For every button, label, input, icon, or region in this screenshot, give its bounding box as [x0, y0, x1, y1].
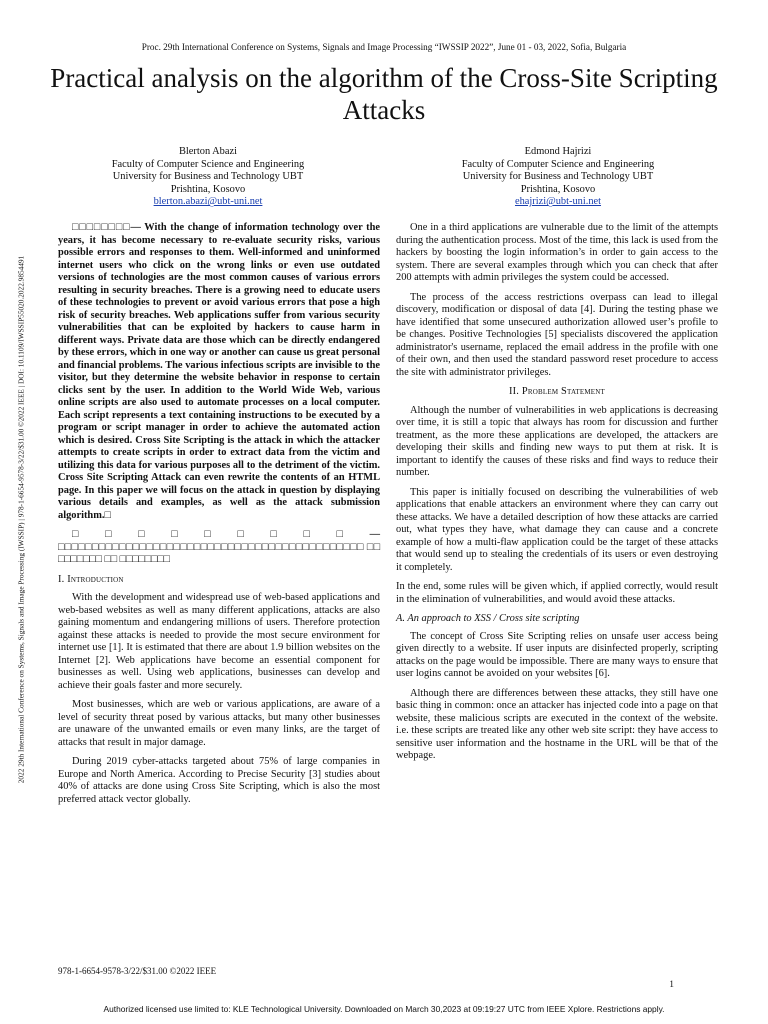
- author-location: Prishtina, Kosovo: [170, 183, 246, 195]
- paragraph: With the development and widespread use of web-based applications and web-based websites as well as many different applications, attacks are also gaining momentum and endangering millions of users. Therefore protection against these attacks is needed to provide the most secure environment for internet use [1]. It is estimated that there are about 1.9 billion websites on the Internet [2]. Web applications have become an essential component for businesses as well. Using web applications, businesses can develop and achieve their goals faster and more securely.: [58, 592, 380, 691]
- page-number: 1: [669, 980, 674, 990]
- author-name: Blerton Abazi: [178, 146, 237, 157]
- license-notice: Authorized licensed use limited to: KLE Technological University. Downloaded on March 30,2023 at 09:19:27 UTC from IEEE Xplore. Restrictions apply.: [103, 1004, 665, 1014]
- paragraph: Although there are differences between these attacks, they still have one basic thing in common: once an attacker has injected code into a page on that website, these malicious scripts are executed in the context of the website. i.e. these scripts are treated like any other web site script: they have access to sensitive user information and the hostname in the URL will be that of the webpage.: [396, 687, 718, 761]
- author-university: University for Business and Technology UBT: [462, 171, 654, 183]
- author-email-link[interactable]: blerton.abazi@ubt-uni.net: [153, 196, 263, 208]
- footer-identifier: 978-1-6654-9578-3/22/$31.00 ©2022 IEEE: [58, 966, 217, 976]
- conference-header: Proc. 29th International Conference on Systems, Signals and Image Processing “IWSSIP 2022”, June 01 - 03, 2022, Sofia, Bulgaria: [141, 42, 627, 52]
- paragraph: This paper is initially focused on describing the vulnerabilities of web applications that enable attackers an environment where they can carry out these attacks. We have a detailed description of how these attacks are carried out, what types they have, what damage they can cause and a concrete example of how a multi-flaw application could be the target of these attacks that would send up to stealing the credentials of its users or even destroying it completely.: [396, 486, 718, 573]
- abstract: □□□□□□□□— With the change of information technology over the years, it has become necessary to re-evaluate security risks, various possible errors and responses to them. Well-informed and uninformed internet users who click on the wrong links or even use outdated versions of technologies are the most common causes of various errors resulting in security breaches. There is a growing need to educate users of these technologies to prevent or avoid various errors that pose a high risk of security breaches. Web applications suffer from various security vulnerabilities that can be exploited by hackers to cause harm in different ways. Private data are those which can be directly endangered by these errors, which in one way or another can cause us great personal and financial problems. The various infectious scripts are invisible to the visitor, but they determine the website behavior in response to certain clicks sent by the user. In addition to the World Wide Web, various online scripts are also used to automate processes on a local computer. Each script represents a text containing instructions to be executed by a program or script manager in order to achieve the automated action which is desired. Cross Site Scripting is the attack in which the attacker attempts to create scripts in order to extract data from the victim and utilizing this data for various purposes all to the detriment of the victim. Cross Site Scripting Attack can even rewrite the contents of an HTML page. In this paper we will focus on the attack in question by displaying various details and examples, as well as the attack submission algorithm.□: [58, 222, 380, 521]
- paragraph: The concept of Cross Site Scripting relies on unsafe user access being given directly to a website. If user inputs are disinfected properly, scripting attacks on the page would be impossible. There are many ways to ensure that user logins cannot be avoided on your websites [6].: [396, 630, 718, 679]
- subsection-heading-xss: A. An approach to XSS / Cross site scripting: [396, 613, 580, 624]
- section-heading-introduction: I. Introduction: [58, 573, 124, 585]
- author-location: Prishtina, Kosovo: [520, 183, 596, 195]
- paragraph: In the end, some rules will be given which, if applied correctly, would result in the elimination of vulnerabilities, and would avoid these attacks.: [396, 581, 718, 605]
- doi-side-text: 2022 29th International Conference on Systems, Signals and Image Processing (IWSSIP) | 978-1-6654-9578-3/22/$31.00 ©2022 IEEE | DOI: 10.1109/IWSSIP55020.2022.9854491: [16, 255, 26, 784]
- author-university: University for Business and Technology UBT: [112, 171, 304, 183]
- paragraph: Most businesses, which are web or various applications, are aware of a level of security threat posed by various attacks, but many other businesses are unaware of the unwanted emails or even many links, are the target of attacks that result in major damage.: [58, 699, 380, 748]
- paragraph: Although the number of vulnerabilities in web applications is decreasing over time, it is still a topic that always has room for discussion and further treatment, as the more these applications are developed, the attackers are developing their skills and finding new ways to put them at risk. It is important to identify the causes of these risks and find ways to reduce their number.: [396, 404, 718, 478]
- author-name: Edmond Hajrizi: [524, 146, 592, 157]
- right-column: [396, 222, 718, 770]
- paper-title: Practical analysis on the algorithm of the Cross-Site Scripting Attacks: [50, 63, 718, 125]
- author-block-1: [58, 146, 358, 209]
- left-column: [58, 222, 380, 813]
- author-block-2: [408, 146, 708, 209]
- author-affiliation: Faculty of Computer Science and Engineering: [461, 158, 655, 170]
- section-heading-problem-statement: II. Problem Statement: [508, 386, 606, 397]
- doi-side-strip: [16, 160, 26, 880]
- paragraph: One in a third applications are vulnerable due to the limit of the attempts during the authentication process. Most of the time, this lack is used from the hackers by boosting the login information’s in order to gain access to the system. There are several examples through which you can check that after 200 attempts with admin privileges the system could be accessed.: [396, 222, 718, 283]
- paragraph: The process of the access restrictions overpass can lead to illegal discovery, modification or disposal of data [4]. During the testing phase we have identified that some unsecured authorization allowed user’s profile to be changes. Positive Technologies [5] specialists discovered the application administrator's username, replaced the email address in the profile with one of their own, and then used the standard password reset procedure to access the site with administrator privileges.: [396, 291, 718, 378]
- paragraph: During 2019 cyber-attacks targeted about 75% of large companies in Europe and North America. According to Precise Security [3] studies about 40% of attacks are done using Cross Site Scripting, which is also the most preferred attack vector globally.: [58, 756, 380, 805]
- author-affiliation: Faculty of Computer Science and Engineering: [111, 158, 305, 170]
- keywords: □□□□□□□□□—□□□□□□□□□□□□□□□□□□□□□□□□□□□□□□□□□□□□□□□□□□□□□ □□ □□□□□□□ □□ □□□□□□□□: [58, 529, 380, 565]
- author-email-link[interactable]: ehajrizi@ubt-uni.net: [514, 196, 602, 208]
